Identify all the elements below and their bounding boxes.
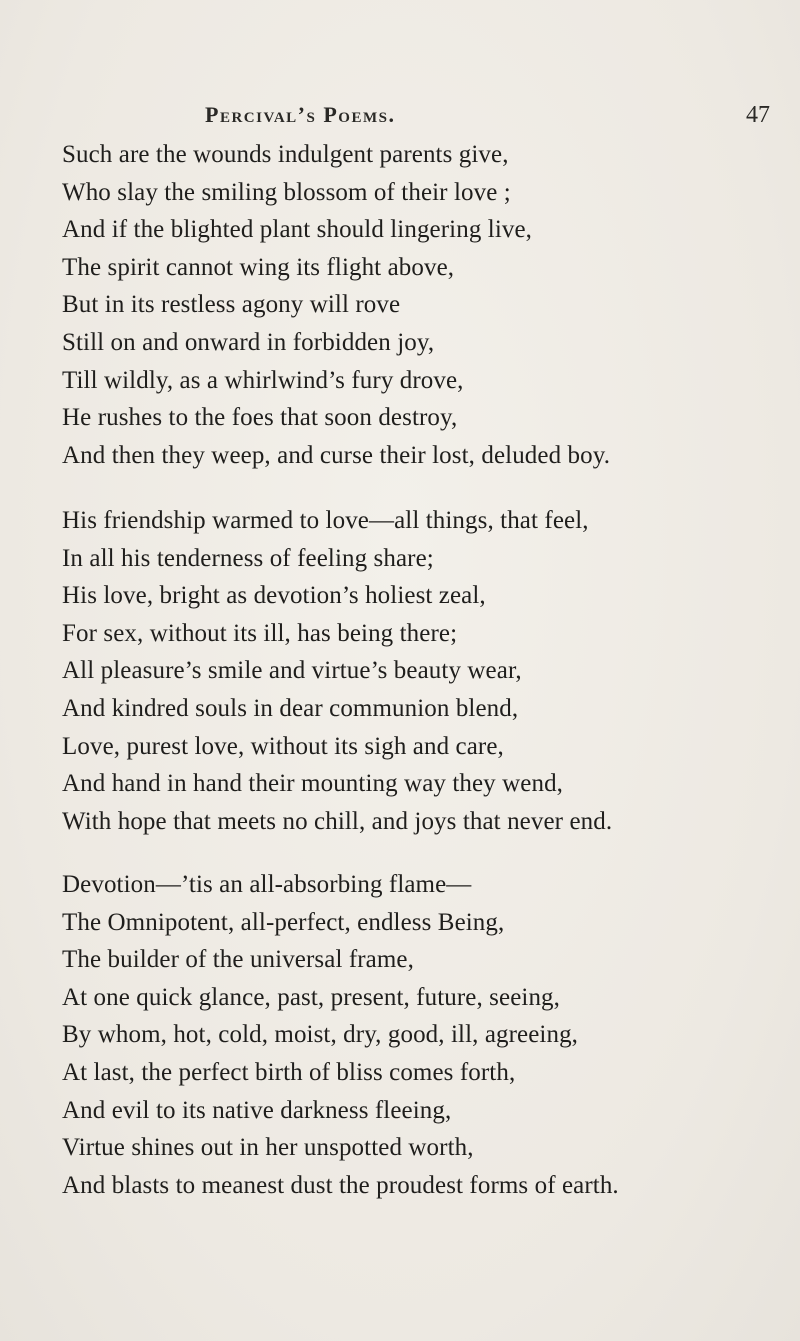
poem-line: And evil to its native darkness fleeing, [62, 1096, 452, 1124]
poem-line: The Omnipotent, all-perfect, endless Being, [62, 908, 505, 936]
running-title: Percival’s Poems. [205, 102, 396, 127]
poem-line: Such are the wounds indulgent parents give, [62, 141, 509, 168]
poem-line: All pleasure’s smile and virtue’s beauty wear, [62, 657, 522, 685]
poem-line: The builder of the universal frame, [62, 946, 414, 974]
poem-line: And then they weep, and curse their lost, deluded boy. [62, 441, 611, 469]
poem-line: Love, purest love, without its sigh and care, [62, 732, 504, 760]
poem-line: His friendship warmed to love—all things, that feel, [62, 507, 589, 534]
poem-line: His love, bright as devotion’s holiest zeal, [62, 582, 486, 610]
poem-line: At last, the perfect birth of bliss comes forth, [62, 1058, 516, 1086]
poem-line: And if the blighted plant should lingering live, [62, 216, 533, 244]
poem-line: Till wildly, as a whirlwind’s fury drove, [62, 366, 464, 394]
poem-line: He rushes to the foes that soon destroy, [62, 404, 458, 432]
poem-line: For sex, without its ill, has being there; [62, 619, 458, 647]
poem-line: By whom, hot, cold, moist, dry, good, ill, agreeing, [62, 1021, 579, 1049]
poem-line: In all his tenderness of feeling share; [62, 544, 434, 572]
stanza-2 [62, 502, 782, 840]
poem-line: Devotion—’tis an all-absorbing flame— [62, 871, 472, 898]
poem-line: At one quick glance, past, present, future, seeing, [62, 983, 560, 1011]
poem-line: But in its restless agony will rove [62, 291, 401, 319]
stanza-3 [62, 866, 782, 1204]
page-number: 47 [746, 102, 770, 128]
poem-line: And blasts to meanest dust the proudest forms of earth. [62, 1171, 619, 1199]
poem-line: And kindred souls in dear communion blend, [62, 694, 519, 722]
poem-line: With hope that meets no chill, and joys that never end. [62, 807, 613, 835]
poem-line: Virtue shines out in her unspotted worth, [62, 1134, 474, 1162]
poem-line: And hand in hand their mounting way they wend, [62, 770, 564, 798]
poem-line: Who slay the smiling blossom of their love ; [62, 178, 511, 206]
poem-line: The spirit cannot wing its flight above, [62, 253, 455, 281]
running-header [205, 102, 770, 132]
poem-line: Still on and onward in forbidden joy, [62, 328, 435, 356]
stanza-1 [62, 136, 782, 474]
